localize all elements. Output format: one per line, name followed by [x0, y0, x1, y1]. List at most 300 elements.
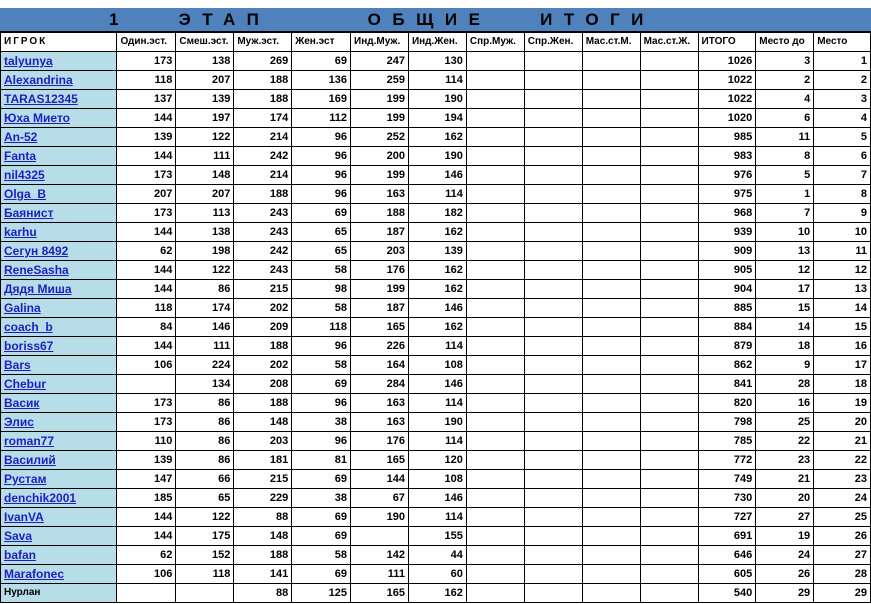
- score-cell[interactable]: 96: [292, 394, 351, 413]
- score-cell[interactable]: [466, 109, 524, 128]
- score-cell[interactable]: [466, 223, 524, 242]
- score-cell[interactable]: [524, 451, 582, 470]
- score-cell[interactable]: 138: [176, 52, 234, 71]
- score-cell[interactable]: 772: [698, 451, 756, 470]
- score-cell[interactable]: 976: [698, 166, 756, 185]
- score-cell[interactable]: 111: [176, 147, 234, 166]
- score-cell[interactable]: 139: [176, 90, 234, 109]
- score-cell[interactable]: [466, 584, 524, 603]
- score-cell[interactable]: 144: [117, 223, 176, 242]
- score-cell[interactable]: 905: [698, 261, 756, 280]
- score-cell[interactable]: [466, 52, 524, 71]
- score-cell[interactable]: [524, 280, 582, 299]
- column-header[interactable]: Муж.эст.: [234, 33, 292, 52]
- score-cell[interactable]: 130: [408, 52, 466, 71]
- score-cell[interactable]: 199: [351, 109, 409, 128]
- score-cell[interactable]: 243: [234, 261, 292, 280]
- score-cell[interactable]: 188: [234, 71, 292, 90]
- score-cell[interactable]: 86: [176, 451, 234, 470]
- score-cell[interactable]: [640, 128, 698, 147]
- score-cell[interactable]: 190: [408, 413, 466, 432]
- score-cell[interactable]: 65: [176, 489, 234, 508]
- score-cell[interactable]: 169: [292, 90, 351, 109]
- column-header[interactable]: Место до: [756, 33, 814, 52]
- score-cell[interactable]: 162: [408, 223, 466, 242]
- score-cell[interactable]: 8: [814, 185, 871, 204]
- score-cell[interactable]: 14: [814, 299, 871, 318]
- score-cell[interactable]: 108: [408, 470, 466, 489]
- player-link[interactable]: An-52: [1, 128, 117, 147]
- score-cell[interactable]: [466, 489, 524, 508]
- score-cell[interactable]: 163: [351, 413, 409, 432]
- score-cell[interactable]: 122: [176, 261, 234, 280]
- score-cell[interactable]: 224: [176, 356, 234, 375]
- score-cell[interactable]: 144: [117, 147, 176, 166]
- score-cell[interactable]: [640, 451, 698, 470]
- score-cell[interactable]: [640, 527, 698, 546]
- score-cell[interactable]: 25: [756, 413, 814, 432]
- player-link[interactable]: Баянист: [1, 204, 117, 223]
- score-cell[interactable]: 118: [117, 299, 176, 318]
- score-cell[interactable]: 214: [234, 166, 292, 185]
- score-cell[interactable]: 22: [756, 432, 814, 451]
- score-cell[interactable]: [466, 318, 524, 337]
- player-link[interactable]: Дядя Миша: [1, 280, 117, 299]
- score-cell[interactable]: [582, 489, 640, 508]
- title-row[interactable]: [0, 8, 871, 32]
- score-cell[interactable]: 84: [117, 318, 176, 337]
- score-cell[interactable]: 15: [756, 299, 814, 318]
- score-cell[interactable]: 118: [117, 71, 176, 90]
- score-cell[interactable]: 114: [408, 394, 466, 413]
- score-cell[interactable]: 904: [698, 280, 756, 299]
- score-cell[interactable]: 21: [814, 432, 871, 451]
- score-cell[interactable]: [466, 147, 524, 166]
- score-cell[interactable]: 190: [408, 90, 466, 109]
- column-header[interactable]: Жен.эст: [292, 33, 351, 52]
- score-cell[interactable]: 540: [698, 584, 756, 603]
- score-cell[interactable]: 229: [234, 489, 292, 508]
- score-cell[interactable]: 146: [408, 299, 466, 318]
- score-cell[interactable]: 207: [176, 185, 234, 204]
- score-cell[interactable]: 11: [814, 242, 871, 261]
- score-cell[interactable]: 242: [234, 242, 292, 261]
- score-cell[interactable]: 146: [176, 318, 234, 337]
- score-cell[interactable]: 173: [117, 394, 176, 413]
- score-cell[interactable]: 136: [292, 71, 351, 90]
- score-cell[interactable]: 15: [814, 318, 871, 337]
- score-cell[interactable]: 162: [408, 280, 466, 299]
- score-cell[interactable]: 20: [756, 489, 814, 508]
- score-cell[interactable]: 1022: [698, 90, 756, 109]
- score-cell[interactable]: 174: [176, 299, 234, 318]
- score-cell[interactable]: [582, 242, 640, 261]
- score-cell[interactable]: [524, 546, 582, 565]
- score-cell[interactable]: [466, 375, 524, 394]
- score-cell[interactable]: 187: [351, 223, 409, 242]
- score-cell[interactable]: 144: [117, 280, 176, 299]
- score-cell[interactable]: 86: [176, 280, 234, 299]
- score-cell[interactable]: [466, 413, 524, 432]
- score-cell[interactable]: [466, 432, 524, 451]
- player-link[interactable]: Васик: [1, 394, 117, 413]
- score-cell[interactable]: 203: [351, 242, 409, 261]
- score-cell[interactable]: [582, 432, 640, 451]
- score-cell[interactable]: [466, 128, 524, 147]
- score-cell[interactable]: 3: [814, 90, 871, 109]
- score-cell[interactable]: 112: [292, 109, 351, 128]
- score-cell[interactable]: [466, 185, 524, 204]
- column-header[interactable]: Мас.ст.М.: [582, 33, 640, 52]
- column-header[interactable]: Инд.Муж.: [351, 33, 409, 52]
- score-cell[interactable]: [640, 413, 698, 432]
- score-cell[interactable]: 879: [698, 337, 756, 356]
- score-cell[interactable]: 259: [351, 71, 409, 90]
- score-cell[interactable]: 137: [117, 90, 176, 109]
- score-cell[interactable]: [466, 166, 524, 185]
- score-cell[interactable]: 144: [117, 527, 176, 546]
- score-cell[interactable]: [524, 52, 582, 71]
- score-cell[interactable]: [582, 413, 640, 432]
- score-cell[interactable]: [524, 413, 582, 432]
- score-cell[interactable]: 202: [234, 299, 292, 318]
- player-link[interactable]: karhu: [1, 223, 117, 242]
- score-cell[interactable]: 58: [292, 261, 351, 280]
- score-cell[interactable]: 29: [814, 584, 871, 603]
- player-link[interactable]: Alexandrina: [1, 71, 117, 90]
- column-header[interactable]: Место: [814, 33, 871, 52]
- score-cell[interactable]: [582, 147, 640, 166]
- score-cell[interactable]: 173: [117, 413, 176, 432]
- score-cell[interactable]: 252: [351, 128, 409, 147]
- score-cell[interactable]: 96: [292, 147, 351, 166]
- score-cell[interactable]: 122: [176, 508, 234, 527]
- score-cell[interactable]: 197: [176, 109, 234, 128]
- score-cell[interactable]: 209: [234, 318, 292, 337]
- score-cell[interactable]: 975: [698, 185, 756, 204]
- score-cell[interactable]: 134: [176, 375, 234, 394]
- score-cell[interactable]: 200: [351, 147, 409, 166]
- score-cell[interactable]: 12: [756, 261, 814, 280]
- score-cell[interactable]: 188: [234, 185, 292, 204]
- score-cell[interactable]: [582, 223, 640, 242]
- score-cell[interactable]: 125: [292, 584, 351, 603]
- score-cell[interactable]: 162: [408, 584, 466, 603]
- score-cell[interactable]: 605: [698, 565, 756, 584]
- score-cell[interactable]: 19: [814, 394, 871, 413]
- score-cell[interactable]: 190: [351, 508, 409, 527]
- score-cell[interactable]: 69: [292, 204, 351, 223]
- score-cell[interactable]: 1022: [698, 71, 756, 90]
- score-cell[interactable]: 81: [292, 451, 351, 470]
- score-cell[interactable]: 142: [351, 546, 409, 565]
- score-cell[interactable]: [466, 261, 524, 280]
- score-cell[interactable]: 114: [408, 71, 466, 90]
- score-cell[interactable]: 199: [351, 166, 409, 185]
- score-cell[interactable]: 1: [756, 185, 814, 204]
- score-cell[interactable]: 69: [292, 375, 351, 394]
- score-cell[interactable]: 67: [351, 489, 409, 508]
- score-cell[interactable]: 1: [814, 52, 871, 71]
- score-cell[interactable]: 69: [292, 470, 351, 489]
- player-link[interactable]: Chebur: [1, 375, 117, 394]
- score-cell[interactable]: [640, 223, 698, 242]
- score-cell[interactable]: [640, 261, 698, 280]
- score-cell[interactable]: [466, 71, 524, 90]
- score-cell[interactable]: [466, 204, 524, 223]
- score-cell[interactable]: 175: [176, 527, 234, 546]
- score-cell[interactable]: 17: [756, 280, 814, 299]
- score-cell[interactable]: 147: [117, 470, 176, 489]
- score-cell[interactable]: 8: [756, 147, 814, 166]
- player-link[interactable]: Marafonec: [1, 565, 117, 584]
- score-cell[interactable]: 247: [351, 52, 409, 71]
- player-link[interactable]: Fanta: [1, 147, 117, 166]
- score-cell[interactable]: [640, 204, 698, 223]
- score-cell[interactable]: [466, 299, 524, 318]
- score-cell[interactable]: 26: [756, 565, 814, 584]
- score-cell[interactable]: 122: [176, 128, 234, 147]
- score-cell[interactable]: 985: [698, 128, 756, 147]
- player-link[interactable]: Bars: [1, 356, 117, 375]
- score-cell[interactable]: 28: [814, 565, 871, 584]
- score-cell[interactable]: 24: [756, 546, 814, 565]
- score-cell[interactable]: 66: [176, 470, 234, 489]
- column-header[interactable]: Один.эст.: [117, 33, 176, 52]
- score-cell[interactable]: [640, 242, 698, 261]
- score-cell[interactable]: 163: [351, 394, 409, 413]
- score-cell[interactable]: [524, 90, 582, 109]
- score-cell[interactable]: 114: [408, 185, 466, 204]
- score-cell[interactable]: 214: [234, 128, 292, 147]
- score-cell[interactable]: [466, 565, 524, 584]
- score-cell[interactable]: 3: [756, 52, 814, 71]
- score-cell[interactable]: 16: [756, 394, 814, 413]
- score-cell[interactable]: 148: [234, 527, 292, 546]
- player-link[interactable]: denchik2001: [1, 489, 117, 508]
- score-cell[interactable]: 21: [756, 470, 814, 489]
- score-cell[interactable]: 118: [176, 565, 234, 584]
- score-cell[interactable]: 9: [814, 204, 871, 223]
- score-cell[interactable]: [582, 261, 640, 280]
- score-cell[interactable]: 269: [234, 52, 292, 71]
- score-cell[interactable]: 38: [292, 489, 351, 508]
- score-cell[interactable]: 139: [408, 242, 466, 261]
- score-cell[interactable]: 106: [117, 356, 176, 375]
- score-cell[interactable]: [582, 90, 640, 109]
- score-cell[interactable]: 29: [756, 584, 814, 603]
- score-cell[interactable]: [524, 299, 582, 318]
- score-cell[interactable]: 118: [292, 318, 351, 337]
- score-cell[interactable]: 139: [117, 128, 176, 147]
- score-cell[interactable]: 27: [814, 546, 871, 565]
- score-cell[interactable]: 16: [814, 337, 871, 356]
- score-cell[interactable]: 96: [292, 166, 351, 185]
- score-cell[interactable]: 148: [176, 166, 234, 185]
- player-link[interactable]: nil4325: [1, 166, 117, 185]
- score-cell[interactable]: 27: [756, 508, 814, 527]
- score-cell[interactable]: 69: [292, 508, 351, 527]
- score-cell[interactable]: 11: [756, 128, 814, 147]
- player-link[interactable]: Рустам: [1, 470, 117, 489]
- score-cell[interactable]: 785: [698, 432, 756, 451]
- score-cell[interactable]: [640, 166, 698, 185]
- column-header[interactable]: Смеш.эст.: [176, 33, 234, 52]
- score-cell[interactable]: 10: [756, 223, 814, 242]
- score-cell[interactable]: [640, 489, 698, 508]
- score-cell[interactable]: 226: [351, 337, 409, 356]
- player-link[interactable]: ReneSasha: [1, 261, 117, 280]
- score-cell[interactable]: [640, 546, 698, 565]
- score-cell[interactable]: [351, 527, 409, 546]
- score-cell[interactable]: [466, 470, 524, 489]
- score-cell[interactable]: [640, 565, 698, 584]
- score-cell[interactable]: 164: [351, 356, 409, 375]
- score-cell[interactable]: 194: [408, 109, 466, 128]
- player-link[interactable]: Юха Мието: [1, 109, 117, 128]
- score-cell[interactable]: 188: [234, 546, 292, 565]
- score-cell[interactable]: [524, 356, 582, 375]
- player-link[interactable]: Sava: [1, 527, 117, 546]
- score-cell[interactable]: 162: [408, 128, 466, 147]
- score-cell[interactable]: 181: [234, 451, 292, 470]
- score-cell[interactable]: [582, 394, 640, 413]
- score-cell[interactable]: 885: [698, 299, 756, 318]
- score-cell[interactable]: [582, 375, 640, 394]
- score-cell[interactable]: 114: [408, 432, 466, 451]
- score-cell[interactable]: 820: [698, 394, 756, 413]
- score-cell[interactable]: 62: [117, 242, 176, 261]
- player-name[interactable]: Нурлан: [1, 584, 117, 603]
- score-cell[interactable]: 284: [351, 375, 409, 394]
- score-cell[interactable]: 58: [292, 356, 351, 375]
- score-cell[interactable]: [117, 584, 176, 603]
- score-cell[interactable]: 190: [408, 147, 466, 166]
- player-link[interactable]: Olga_B: [1, 185, 117, 204]
- score-cell[interactable]: 727: [698, 508, 756, 527]
- score-cell[interactable]: 10: [814, 223, 871, 242]
- score-cell[interactable]: [582, 584, 640, 603]
- score-cell[interactable]: 202: [234, 356, 292, 375]
- score-cell[interactable]: [640, 508, 698, 527]
- score-cell[interactable]: [582, 280, 640, 299]
- score-cell[interactable]: 1026: [698, 52, 756, 71]
- score-cell[interactable]: 96: [292, 337, 351, 356]
- score-cell[interactable]: [466, 508, 524, 527]
- player-link[interactable]: Элис: [1, 413, 117, 432]
- score-cell[interactable]: 165: [351, 318, 409, 337]
- score-cell[interactable]: [582, 128, 640, 147]
- player-link[interactable]: roman77: [1, 432, 117, 451]
- score-cell[interactable]: 7: [814, 166, 871, 185]
- score-cell[interactable]: 96: [292, 185, 351, 204]
- score-cell[interactable]: 86: [176, 413, 234, 432]
- score-cell[interactable]: [466, 337, 524, 356]
- score-cell[interactable]: 58: [292, 546, 351, 565]
- score-cell[interactable]: 6: [814, 147, 871, 166]
- score-cell[interactable]: 884: [698, 318, 756, 337]
- score-cell[interactable]: 5: [814, 128, 871, 147]
- score-cell[interactable]: 215: [234, 280, 292, 299]
- score-cell[interactable]: 909: [698, 242, 756, 261]
- score-cell[interactable]: [524, 508, 582, 527]
- score-cell[interactable]: [582, 52, 640, 71]
- score-cell[interactable]: [524, 565, 582, 584]
- score-cell[interactable]: 24: [814, 489, 871, 508]
- score-cell[interactable]: [582, 71, 640, 90]
- score-cell[interactable]: 2: [814, 71, 871, 90]
- score-cell[interactable]: [524, 128, 582, 147]
- player-link[interactable]: Василий: [1, 451, 117, 470]
- score-cell[interactable]: [640, 71, 698, 90]
- score-cell[interactable]: 173: [117, 204, 176, 223]
- score-cell[interactable]: 111: [176, 337, 234, 356]
- score-cell[interactable]: 173: [117, 52, 176, 71]
- score-cell[interactable]: 13: [814, 280, 871, 299]
- score-cell[interactable]: 243: [234, 223, 292, 242]
- score-cell[interactable]: 199: [351, 90, 409, 109]
- score-cell[interactable]: 144: [117, 109, 176, 128]
- score-cell[interactable]: 96: [292, 128, 351, 147]
- score-cell[interactable]: [582, 166, 640, 185]
- score-cell[interactable]: 69: [292, 527, 351, 546]
- score-cell[interactable]: 88: [234, 508, 292, 527]
- score-cell[interactable]: [582, 299, 640, 318]
- score-cell[interactable]: 65: [292, 223, 351, 242]
- player-link[interactable]: coach_b: [1, 318, 117, 337]
- score-cell[interactable]: 14: [756, 318, 814, 337]
- score-cell[interactable]: [582, 546, 640, 565]
- score-cell[interactable]: 182: [408, 204, 466, 223]
- score-cell[interactable]: 215: [234, 470, 292, 489]
- score-cell[interactable]: [582, 356, 640, 375]
- score-cell[interactable]: 1020: [698, 109, 756, 128]
- score-cell[interactable]: 174: [234, 109, 292, 128]
- player-link[interactable]: talyunya: [1, 52, 117, 71]
- score-cell[interactable]: [640, 185, 698, 204]
- column-header[interactable]: Мас.ст.Ж.: [640, 33, 698, 52]
- score-cell[interactable]: 188: [234, 337, 292, 356]
- score-cell[interactable]: 108: [408, 356, 466, 375]
- score-cell[interactable]: 5: [756, 166, 814, 185]
- score-cell[interactable]: 65: [292, 242, 351, 261]
- score-cell[interactable]: 7: [756, 204, 814, 223]
- score-cell[interactable]: [640, 318, 698, 337]
- score-cell[interactable]: 199: [351, 280, 409, 299]
- score-cell[interactable]: 25: [814, 508, 871, 527]
- score-cell[interactable]: 152: [176, 546, 234, 565]
- score-cell[interactable]: 26: [814, 527, 871, 546]
- score-cell[interactable]: [524, 337, 582, 356]
- score-cell[interactable]: 207: [176, 71, 234, 90]
- player-link[interactable]: Galina: [1, 299, 117, 318]
- score-cell[interactable]: 983: [698, 147, 756, 166]
- score-cell[interactable]: [466, 394, 524, 413]
- score-cell[interactable]: 176: [351, 261, 409, 280]
- score-cell[interactable]: 207: [117, 185, 176, 204]
- score-cell[interactable]: 203: [234, 432, 292, 451]
- score-cell[interactable]: [582, 527, 640, 546]
- score-cell[interactable]: 58: [292, 299, 351, 318]
- score-cell[interactable]: 144: [117, 337, 176, 356]
- score-cell[interactable]: [524, 166, 582, 185]
- score-cell[interactable]: 749: [698, 470, 756, 489]
- score-cell[interactable]: [640, 375, 698, 394]
- score-cell[interactable]: [524, 242, 582, 261]
- score-cell[interactable]: 12: [814, 261, 871, 280]
- score-cell[interactable]: 185: [117, 489, 176, 508]
- score-cell[interactable]: 163: [351, 185, 409, 204]
